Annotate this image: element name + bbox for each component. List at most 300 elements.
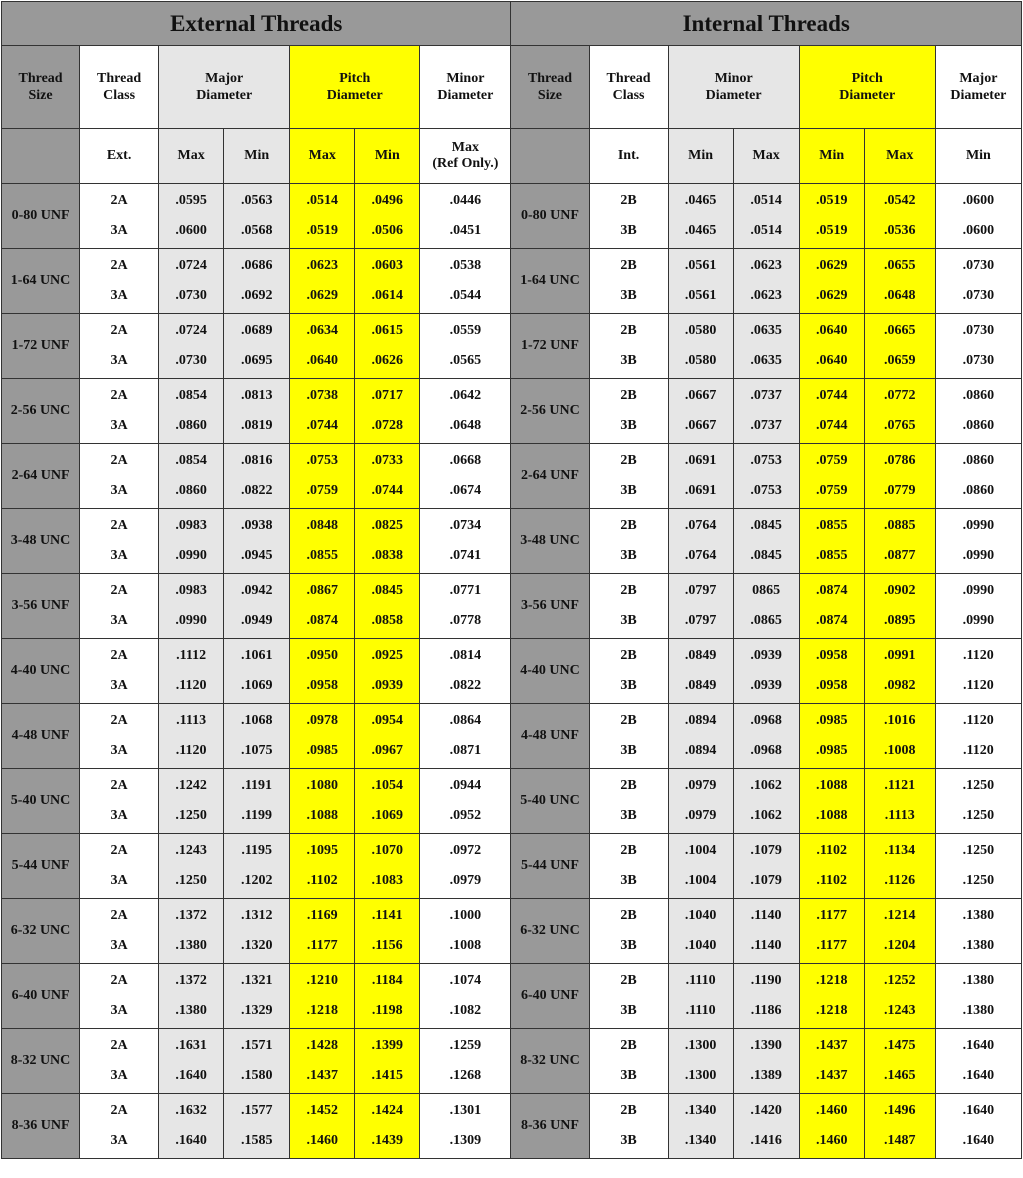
value-class-3: .1004 [684, 873, 717, 888]
value-pair [224, 778, 289, 824]
value-pair [355, 648, 419, 694]
column-header-row [2, 46, 1022, 129]
value-pair [865, 908, 935, 954]
value-pair [290, 648, 354, 694]
ext-value-cell [159, 964, 224, 1029]
value-class-3: .0623 [750, 288, 782, 303]
value-class-2: 2A [110, 388, 128, 403]
value-pair [224, 388, 289, 434]
value-class-2: .0730 [962, 323, 995, 338]
value-class-2: .1054 [371, 778, 404, 793]
value-class-3: .1460 [815, 1133, 848, 1148]
value-class-2: .0764 [684, 518, 717, 533]
ext-value-cell [80, 574, 159, 639]
table-body [2, 184, 1022, 1159]
value-pair [800, 388, 864, 434]
int-value-cell [935, 834, 1021, 899]
value-class-3: 3B [620, 353, 637, 368]
external-thread-size: 1-64 UNC [2, 249, 80, 314]
subheader-12: Max [864, 129, 935, 184]
ext-value-cell [420, 444, 511, 509]
value-class-3: .1082 [449, 1003, 482, 1018]
value-class-3: .0728 [371, 418, 404, 433]
value-class-3: .0877 [884, 548, 916, 563]
value-pair [80, 1038, 158, 1084]
ext-value-cell [159, 704, 224, 769]
value-class-3: .0858 [371, 613, 404, 628]
int-value-cell [864, 769, 935, 834]
value-pair [865, 1103, 935, 1149]
value-class-2: .1571 [240, 1038, 273, 1053]
value-pair [80, 518, 158, 564]
int-value-cell [668, 509, 733, 574]
int-value-cell [935, 444, 1021, 509]
value-class-3: .1250 [175, 808, 207, 823]
value-class-2: .0667 [684, 388, 717, 403]
value-class-2: .1210 [306, 973, 338, 988]
ext-value-cell [80, 704, 159, 769]
value-pair [159, 518, 223, 564]
value-class-3: .0730 [962, 288, 995, 303]
value-class-3: .0871 [449, 743, 482, 758]
value-class-2: .0885 [884, 518, 916, 533]
internal-thread-size: 0-80 UNF [511, 184, 589, 249]
internal-header-thread-class: Thread Class [589, 46, 668, 129]
ext-value-cell [355, 574, 420, 639]
value-pair [590, 193, 668, 239]
value-pair [800, 453, 864, 499]
value-class-2: .1631 [175, 1038, 207, 1053]
value-class-2: .0640 [815, 323, 848, 338]
value-class-3: 3A [110, 873, 128, 888]
value-pair [159, 453, 223, 499]
internal-thread-size: 5-40 UNC [511, 769, 589, 834]
ext-value-cell [420, 899, 511, 964]
int-value-cell [733, 639, 799, 704]
value-pair [734, 258, 799, 304]
value-class-2: .0753 [306, 453, 338, 468]
value-class-2: .0845 [371, 583, 404, 598]
int-value-cell [935, 769, 1021, 834]
value-class-2: .0563 [240, 193, 273, 208]
value-class-3: .1062 [750, 808, 782, 823]
int-value-cell [935, 184, 1021, 249]
ext-value-cell [290, 639, 355, 704]
table-row [2, 444, 1022, 509]
int-value-cell [589, 249, 668, 314]
value-class-3: .0849 [684, 678, 717, 693]
value-class-2: .0978 [306, 713, 338, 728]
table-row [2, 964, 1022, 1029]
value-class-3: .0667 [684, 418, 717, 433]
value-pair [800, 648, 864, 694]
value-class-3: .1380 [175, 1003, 207, 1018]
value-class-3: 3B [620, 1133, 637, 1148]
value-class-2: .0786 [884, 453, 916, 468]
value-class-2: .1184 [371, 973, 403, 988]
value-class-2: .0874 [815, 583, 848, 598]
value-class-2: .0813 [240, 388, 273, 403]
value-class-2: .0860 [962, 388, 995, 403]
value-pair [734, 323, 799, 369]
value-class-2: 2B [620, 583, 637, 598]
int-value-cell [864, 704, 935, 769]
value-class-2: .1074 [449, 973, 482, 988]
value-pair [800, 258, 864, 304]
value-class-2: .0954 [371, 713, 404, 728]
value-pair [936, 778, 1021, 824]
external-thread-size: 3-56 UNF [2, 574, 80, 639]
value-pair [420, 518, 510, 564]
int-value-cell [864, 314, 935, 379]
table-row [2, 834, 1022, 899]
ext-value-cell [159, 639, 224, 704]
value-class-2: .0990 [962, 518, 995, 533]
value-class-3: 3A [110, 1133, 128, 1148]
value-class-3: .1250 [962, 808, 995, 823]
value-class-3: 3A [110, 223, 128, 238]
ext-value-cell [224, 769, 290, 834]
value-class-2: .1243 [175, 843, 207, 858]
external-header-thread-size: Thread Size [2, 46, 80, 129]
value-pair [355, 778, 419, 824]
external-thread-size: 1-72 UNF [2, 314, 80, 379]
value-class-3: .0741 [449, 548, 482, 563]
value-class-2: .1141 [371, 908, 403, 923]
int-value-cell [935, 574, 1021, 639]
value-pair [420, 258, 510, 304]
value-class-2: .1475 [884, 1038, 916, 1053]
value-class-3: .0580 [684, 353, 717, 368]
value-pair [290, 193, 354, 239]
int-value-cell [668, 899, 733, 964]
internal-thread-size: 1-72 UNF [511, 314, 589, 379]
value-class-3: .0691 [684, 483, 717, 498]
ext-value-cell [355, 639, 420, 704]
value-class-3: 3A [110, 353, 128, 368]
value-class-2: 2A [110, 648, 128, 663]
value-class-2: .0925 [371, 648, 404, 663]
subheader-11: Min [799, 129, 864, 184]
ext-value-cell [290, 184, 355, 249]
value-class-3: .1102 [816, 873, 848, 888]
value-class-2: 2A [110, 843, 128, 858]
value-pair [800, 1103, 864, 1149]
value-pair [290, 1103, 354, 1149]
value-class-3: .0990 [962, 613, 995, 628]
value-class-2: .0580 [684, 323, 717, 338]
value-pair [420, 323, 510, 369]
value-class-2: 2B [620, 1038, 637, 1053]
ext-value-cell [159, 574, 224, 639]
value-class-2: .1259 [449, 1038, 482, 1053]
value-class-3: .1075 [240, 743, 273, 758]
value-pair [865, 713, 935, 759]
ext-value-cell [420, 1094, 511, 1159]
int-value-cell [733, 1094, 799, 1159]
value-pair [936, 193, 1021, 239]
value-class-3: .0990 [175, 613, 207, 628]
external-thread-size: 3-48 UNC [2, 509, 80, 574]
value-class-2: 2A [110, 1103, 128, 1118]
value-class-2: .1079 [750, 843, 782, 858]
value-class-2: .0759 [815, 453, 848, 468]
value-class-2: .1250 [962, 778, 995, 793]
value-pair [355, 323, 419, 369]
value-class-3: .1585 [240, 1133, 273, 1148]
value-class-3: .0674 [449, 483, 482, 498]
value-class-2: .0772 [884, 388, 916, 403]
value-class-2: .1004 [684, 843, 717, 858]
value-class-2: 2B [620, 323, 637, 338]
value-pair [224, 193, 289, 239]
value-class-2: .1088 [815, 778, 848, 793]
value-class-2: .0623 [750, 258, 782, 273]
value-pair [355, 1103, 419, 1149]
value-class-3: .1069 [371, 808, 404, 823]
int-value-cell [935, 1094, 1021, 1159]
value-pair [80, 583, 158, 629]
int-value-cell [799, 704, 864, 769]
value-pair [355, 843, 419, 889]
value-class-2: .0668 [449, 453, 482, 468]
internal-thread-size: 5-44 UNF [511, 834, 589, 899]
value-class-2: .0634 [306, 323, 338, 338]
internal-thread-size: 3-56 UNF [511, 574, 589, 639]
value-pair [936, 713, 1021, 759]
value-class-2: .0744 [815, 388, 848, 403]
value-class-3: .1198 [371, 1003, 403, 1018]
internal-thread-size: 8-32 UNC [511, 1029, 589, 1094]
value-pair [800, 583, 864, 629]
ext-value-cell [290, 1029, 355, 1094]
value-class-2: .1061 [240, 648, 273, 663]
value-class-2: .0867 [306, 583, 338, 598]
ext-value-cell [224, 834, 290, 899]
value-pair [936, 583, 1021, 629]
value-pair [159, 1103, 223, 1149]
int-value-cell [668, 834, 733, 899]
ext-value-cell [159, 509, 224, 574]
internal-thread-size: 6-40 UNF [511, 964, 589, 1029]
value-class-2: .0542 [884, 193, 916, 208]
value-pair [669, 648, 733, 694]
ext-value-cell [224, 509, 290, 574]
value-pair [224, 713, 289, 759]
ext-value-cell [290, 769, 355, 834]
ext-value-cell [80, 769, 159, 834]
ext-value-cell [80, 249, 159, 314]
value-class-3: 3A [110, 938, 128, 953]
ext-value-cell [420, 769, 511, 834]
value-pair [865, 258, 935, 304]
value-class-2: .0665 [884, 323, 916, 338]
value-class-2: 2A [110, 193, 128, 208]
value-class-3: .0568 [240, 223, 273, 238]
int-value-cell [864, 639, 935, 704]
int-value-cell [799, 379, 864, 444]
int-value-cell [668, 574, 733, 639]
value-class-2: 2A [110, 518, 128, 533]
value-class-2: .1460 [815, 1103, 848, 1118]
value-class-3: .0895 [884, 613, 916, 628]
value-class-2: 2B [620, 1103, 637, 1118]
value-pair [159, 778, 223, 824]
value-class-3: .1083 [371, 873, 404, 888]
int-value-cell [589, 574, 668, 639]
value-class-2: .0855 [815, 518, 848, 533]
value-class-2: .0944 [449, 778, 482, 793]
value-class-3: 3A [110, 288, 128, 303]
value-pair [734, 908, 799, 954]
value-pair [355, 908, 419, 954]
value-class-2: .0496 [371, 193, 404, 208]
value-class-3: .1040 [684, 938, 717, 953]
value-class-3: .1120 [963, 743, 994, 758]
value-class-3: .0874 [306, 613, 338, 628]
value-pair [159, 583, 223, 629]
table-row [2, 574, 1022, 639]
value-pair [590, 778, 668, 824]
int-value-cell [864, 1029, 935, 1094]
internal-thread-size: 2-64 UNF [511, 444, 589, 509]
subheader-10: Max [733, 129, 799, 184]
value-pair [290, 518, 354, 564]
value-class-2: .0849 [684, 648, 717, 663]
external-header-pitch-diameter: Pitch Diameter [290, 46, 420, 129]
value-class-3: .0565 [449, 353, 482, 368]
value-pair [355, 1038, 419, 1084]
ext-value-cell [355, 314, 420, 379]
value-class-3: .1120 [175, 678, 207, 693]
value-class-2: .1380 [962, 973, 995, 988]
value-class-2: .1040 [684, 908, 717, 923]
value-class-3: .0519 [815, 223, 848, 238]
value-class-2: .0991 [884, 648, 916, 663]
value-pair [420, 388, 510, 434]
value-class-3: .0614 [371, 288, 404, 303]
int-value-cell [589, 509, 668, 574]
value-class-3: .1204 [884, 938, 916, 953]
ext-value-cell [159, 444, 224, 509]
value-class-3: .1177 [306, 938, 338, 953]
int-value-cell [589, 1029, 668, 1094]
value-class-3: .0744 [306, 418, 338, 433]
internal-thread-size: 2-56 UNC [511, 379, 589, 444]
int-value-cell [668, 639, 733, 704]
value-class-3: .0968 [750, 743, 782, 758]
value-class-3: .1120 [963, 678, 994, 693]
value-class-3: .0819 [240, 418, 273, 433]
value-pair [800, 713, 864, 759]
int-value-cell [668, 379, 733, 444]
int-value-cell [733, 379, 799, 444]
value-class-3: .1415 [371, 1068, 404, 1083]
internal-header-major-diameter: Major Diameter [935, 46, 1021, 129]
value-class-3: .1300 [684, 1068, 717, 1083]
value-class-2: .1113 [176, 713, 207, 728]
value-pair [936, 1038, 1021, 1084]
internal-header-thread-size: Thread Size [511, 46, 589, 129]
value-class-2: .1112 [176, 648, 207, 663]
value-pair [669, 713, 733, 759]
ext-value-cell [290, 899, 355, 964]
value-class-3: .1437 [306, 1068, 338, 1083]
ext-value-cell [420, 379, 511, 444]
value-pair [159, 908, 223, 954]
value-class-3: .0797 [684, 613, 717, 628]
value-pair [669, 518, 733, 564]
int-value-cell [799, 899, 864, 964]
value-class-2: 2B [620, 193, 637, 208]
ext-value-cell [290, 379, 355, 444]
value-pair [224, 583, 289, 629]
value-class-2: 2A [110, 973, 128, 988]
value-class-2: .0860 [962, 453, 995, 468]
value-class-3: .0640 [306, 353, 338, 368]
ext-value-cell [355, 1029, 420, 1094]
value-class-2: 2A [110, 1038, 128, 1053]
value-class-3: .1460 [306, 1133, 338, 1148]
ext-value-cell [224, 249, 290, 314]
int-value-cell [935, 1029, 1021, 1094]
value-class-3: .0600 [175, 223, 207, 238]
int-value-cell [935, 314, 1021, 379]
value-pair [224, 908, 289, 954]
ext-value-cell [80, 899, 159, 964]
value-class-3: .0506 [371, 223, 404, 238]
value-class-2: .0854 [175, 453, 207, 468]
value-pair [734, 1038, 799, 1084]
external-header-minor-diameter: Minor Diameter [420, 46, 511, 129]
value-pair [669, 193, 733, 239]
ext-value-cell [80, 509, 159, 574]
value-pair [420, 843, 510, 889]
value-class-2: .1372 [175, 908, 207, 923]
value-class-3: .1250 [962, 873, 995, 888]
column-subheader-row [2, 129, 1022, 184]
int-value-cell [864, 899, 935, 964]
value-pair [734, 518, 799, 564]
value-pair [420, 973, 510, 1019]
value-class-2: .0753 [750, 453, 782, 468]
value-pair [936, 843, 1021, 889]
value-class-3: 3A [110, 808, 128, 823]
int-value-cell [864, 509, 935, 574]
int-value-cell [733, 1029, 799, 1094]
value-class-3: 3B [620, 1068, 637, 1083]
value-class-3: .0648 [449, 418, 482, 433]
value-class-3: .1088 [306, 808, 338, 823]
value-pair [734, 193, 799, 239]
int-value-cell [935, 509, 1021, 574]
value-class-3: 3A [110, 743, 128, 758]
table-row [2, 899, 1022, 964]
value-pair [290, 583, 354, 629]
int-value-cell [864, 834, 935, 899]
value-class-2: .1102 [816, 843, 848, 858]
value-class-2: .1428 [306, 1038, 338, 1053]
int-value-cell [668, 704, 733, 769]
value-class-2: .1062 [750, 778, 782, 793]
value-pair [420, 583, 510, 629]
external-thread-size: 4-40 UNC [2, 639, 80, 704]
value-class-2: .0686 [240, 258, 273, 273]
value-class-3: .0860 [962, 483, 995, 498]
value-pair [224, 648, 289, 694]
value-class-3: .0990 [962, 548, 995, 563]
external-thread-size: 5-44 UNF [2, 834, 80, 899]
